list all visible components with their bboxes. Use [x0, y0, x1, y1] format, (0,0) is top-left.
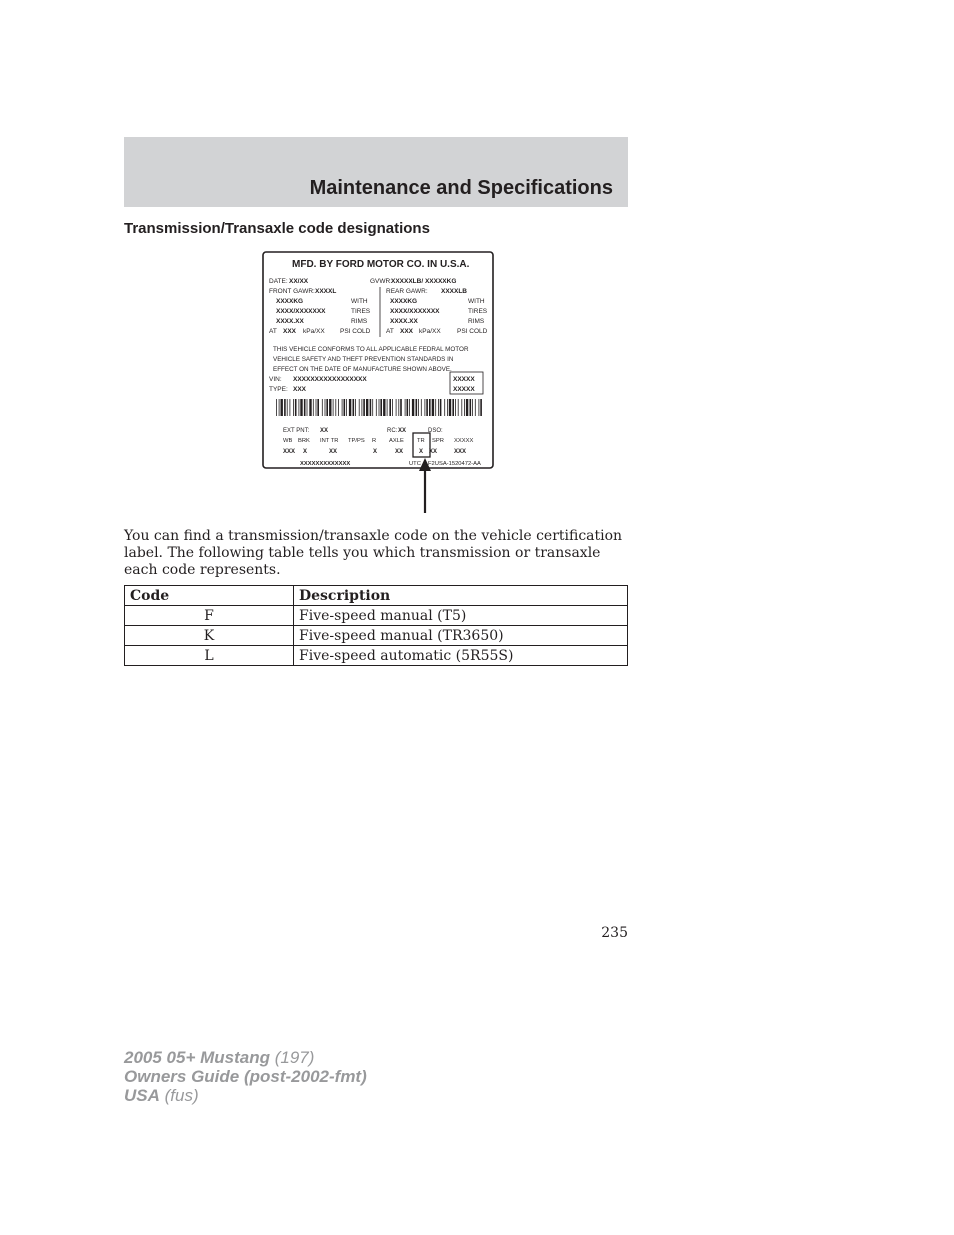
- front-psi-cold-text: PSI COLD: [340, 328, 371, 335]
- transmission-code-table: [124, 585, 628, 666]
- barcode-bar: [359, 399, 360, 416]
- code-value: XXX: [283, 449, 296, 455]
- barcode-bar: [405, 399, 406, 416]
- front-kg-value: XXXXKG: [276, 298, 304, 305]
- rear-with-text: WITH: [468, 298, 485, 305]
- gvwr-label: GVWR:: [370, 278, 393, 285]
- document-footer: [124, 1048, 367, 1105]
- barcode-bar: [466, 399, 468, 416]
- barcode-bar: [426, 399, 428, 416]
- rear-psi-cold-text: PSI COLD: [457, 328, 488, 335]
- code-value: X: [303, 449, 308, 455]
- barcode-bar: [344, 399, 346, 416]
- code-cell: F: [125, 606, 294, 626]
- rear-rims-value: XXXX.XX: [390, 318, 418, 325]
- footer-line-3: [124, 1086, 367, 1105]
- code-value: XX: [395, 449, 404, 455]
- barcode-bar: [444, 399, 445, 416]
- gvwr-value: XXXXXLB/ XXXXXKG: [391, 278, 457, 285]
- code-header-label: AXLE: [389, 438, 404, 444]
- barcode-bar: [355, 399, 356, 416]
- rc-label: RC:: [387, 428, 398, 434]
- section-header-title: Maintenance and Specifications: [309, 177, 613, 199]
- barcode-bar: [389, 399, 391, 416]
- description-cell: Five-speed manual (T5): [294, 606, 628, 626]
- page-number: 235: [601, 925, 628, 941]
- front-rims-value: XXXX.XX: [276, 318, 304, 325]
- rear-pressure-value: XXX: [400, 328, 414, 335]
- table-row: [125, 626, 628, 646]
- barcode-bar: [472, 399, 473, 416]
- code-header-label: TP/PS: [348, 438, 365, 444]
- description-cell: Five-speed manual (TR3650): [294, 626, 628, 646]
- barcode-bar: [479, 399, 480, 416]
- barcode: [276, 399, 482, 416]
- code-column-header: Code: [125, 586, 294, 606]
- date-label: DATE:: [269, 278, 288, 285]
- barcode-bar: [276, 399, 277, 416]
- barcode-bar: [333, 399, 334, 416]
- barcode-bar: [342, 399, 343, 416]
- barcode-bar: [279, 399, 280, 416]
- ext-pnt-value: XX: [320, 428, 329, 434]
- barcode-bar: [455, 399, 456, 416]
- footer-model: 2005 05+ Mustang: [124, 1048, 270, 1067]
- vin-label: VIN:: [269, 376, 282, 383]
- barcode-bar: [452, 399, 454, 416]
- barcode-bar: [461, 399, 462, 416]
- section-header-band: [124, 137, 628, 207]
- front-kpa-text: kPa/XX: [303, 328, 325, 335]
- barcode-bar: [353, 399, 355, 416]
- barcode-bar: [379, 399, 380, 416]
- barcode-bar: [429, 399, 431, 416]
- barcode-bar: [480, 399, 482, 416]
- barcode-bar: [299, 399, 300, 416]
- barcode-bar: [281, 399, 283, 416]
- description-column-header: Description: [294, 586, 628, 606]
- date-value: XX/XX: [289, 278, 309, 285]
- front-gawr-label: FRONT GAWR:: [269, 288, 315, 295]
- code-header-label: BRK: [298, 438, 310, 444]
- code-header-label: XXXXX: [454, 438, 474, 444]
- barcode-bar: [432, 399, 434, 416]
- barcode-bar: [387, 399, 388, 416]
- barcode-bar: [440, 399, 442, 416]
- code-value: XX: [429, 449, 438, 455]
- rear-rims-text: RIMS: [468, 318, 485, 325]
- conformity-line-3: EFFECT ON THE DATE OF MANUFACTURE SHOWN ABOVE.: [273, 366, 452, 373]
- footer-market: USA: [124, 1086, 160, 1105]
- front-gawr-value: XXXXL: [315, 288, 337, 295]
- conformity-line-2: VEHICLE SAFETY AND THEFT PREVENTION STANDARDS IN: [273, 356, 454, 363]
- barcode-bar: [416, 399, 418, 416]
- barcode-bar: [293, 399, 294, 416]
- barcode-bar: [313, 399, 314, 416]
- footer-line-1: [124, 1048, 367, 1067]
- ext-pnt-label: EXT PNT:: [283, 428, 310, 434]
- barcode-bar: [392, 399, 393, 416]
- barcode-bar: [295, 399, 297, 416]
- barcode-bar: [322, 399, 323, 416]
- type-label: TYPE:: [269, 386, 288, 393]
- barcode-bar: [464, 399, 465, 416]
- code-header-label: TR: [417, 438, 425, 444]
- rear-gawr-value: XXXXLB: [441, 288, 468, 295]
- certification-label-figure: [262, 251, 495, 515]
- code-header-label: WB: [283, 438, 293, 444]
- code-value: XXX: [454, 449, 467, 455]
- barcode-bar: [409, 399, 410, 416]
- barcode-bar: [425, 399, 426, 416]
- barcode-bar: [325, 399, 326, 416]
- barcode-bar: [362, 399, 363, 416]
- barcode-bar: [304, 399, 306, 416]
- barcode-bar: [370, 399, 372, 416]
- barcode-bar: [366, 399, 368, 416]
- barcode-bar: [438, 399, 439, 416]
- barcode-bar: [458, 399, 459, 416]
- barcode-bar: [338, 399, 339, 416]
- barcode-bar: [475, 399, 476, 416]
- table-header-row: [125, 586, 628, 606]
- code-value: X: [419, 449, 424, 455]
- barcode-bar: [421, 399, 422, 416]
- barcode-bar: [447, 399, 448, 416]
- rear-kg-value: XXXXKG: [390, 298, 418, 305]
- part-number: F2USA-1520472-AA: [428, 461, 481, 467]
- barcode-bar: [287, 399, 288, 416]
- dso-label: DSO:: [428, 428, 443, 434]
- barcode-bar: [418, 399, 419, 416]
- code-box-line-2: XXXXX: [453, 386, 475, 393]
- barcode-bar: [363, 399, 365, 416]
- barcode-bar: [398, 399, 399, 416]
- intro-paragraph: You can find a transmission/transaxle code on the vehicle certification label. The following table tells you which transmission or transaxle each code represents.: [124, 528, 623, 578]
- code-header-label: R: [372, 438, 377, 444]
- type-value: XXX: [293, 386, 307, 393]
- conformity-line-1: THIS VEHICLE CONFORMS TO ALL APPLICABLE FEDRAL MOTOR: [273, 346, 469, 353]
- barcode-bar: [307, 399, 308, 416]
- front-rims-text: RIMS: [351, 318, 368, 325]
- rear-tires-value: XXXX/XXXXXXX: [390, 308, 440, 315]
- barcode-bar: [349, 399, 351, 416]
- barcode-bar: [290, 399, 291, 416]
- footer-market-code: (fus): [159, 1086, 199, 1105]
- front-pressure-value: XXX: [283, 328, 297, 335]
- code-header-label: SPR: [432, 438, 444, 444]
- footer-guide: Owners Guide (post-2002-fmt): [124, 1067, 367, 1086]
- code-cell: K: [125, 626, 294, 646]
- barcode-bar: [300, 399, 302, 416]
- barcode-bar: [284, 399, 286, 416]
- barcode-bar: [376, 399, 377, 416]
- table-row: [125, 646, 628, 666]
- barcode-bar: [435, 399, 436, 416]
- barcode-bar: [326, 399, 328, 416]
- rear-tires-text: TIRES: [468, 308, 488, 315]
- barcode-bar: [449, 399, 451, 416]
- table-row: [125, 606, 628, 626]
- barcode-bar: [316, 399, 317, 416]
- rear-gawr-label: REAR GAWR:: [386, 288, 428, 295]
- front-with-text: WITH: [351, 298, 368, 305]
- rear-at-text: AT: [386, 328, 394, 335]
- code-cell: L: [125, 646, 294, 666]
- rc-value: XX: [398, 428, 407, 434]
- code-box-line-1: XXXXX: [453, 376, 475, 383]
- utc-text: UTC: [409, 461, 421, 467]
- subsection-title: Transmission/Transaxle code designations: [124, 220, 430, 237]
- footer-model-code: (197): [270, 1048, 315, 1067]
- front-at-text: AT: [269, 328, 277, 335]
- front-tires-value: XXXX/XXXXXXX: [276, 308, 326, 315]
- description-cell: Five-speed automatic (5R55S): [294, 646, 628, 666]
- barcode-bar: [309, 399, 311, 416]
- barcode-bar: [335, 399, 336, 416]
- label-title: MFD. BY FORD MOTOR CO. IN U.S.A.: [292, 259, 470, 270]
- barcode-bar: [400, 399, 402, 416]
- code-value: XX: [329, 449, 338, 455]
- barcode-bar: [470, 399, 472, 416]
- barcode-bar: [383, 399, 385, 416]
- rear-kpa-text: kPa/XX: [419, 328, 441, 335]
- barcode-bar: [372, 399, 373, 416]
- barcode-bar: [317, 399, 319, 416]
- footer-line-2: [124, 1067, 367, 1086]
- code-header-label: INT TR: [320, 438, 339, 444]
- barcode-bar: [329, 399, 331, 416]
- barcode-bar: [407, 399, 409, 416]
- serial-number: XXXXXXXXXXXXX: [300, 461, 351, 467]
- barcode-bar: [396, 399, 397, 416]
- code-value: X: [373, 449, 378, 455]
- barcode-bar: [412, 399, 414, 416]
- barcode-bar: [346, 399, 347, 416]
- front-tires-text: TIRES: [351, 308, 371, 315]
- vin-value: XXXXXXXXXXXXXXXXX: [293, 376, 367, 383]
- barcode-bar: [380, 399, 382, 416]
